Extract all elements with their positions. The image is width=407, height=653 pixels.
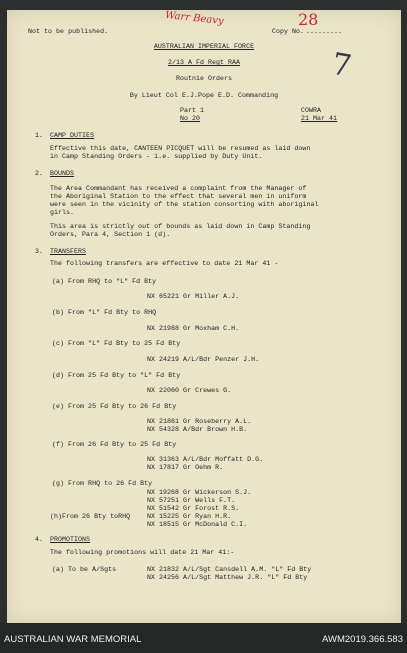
section-number: 3.: [35, 248, 44, 255]
section-text: in Camp Standing Orders - i.e. supplied by Duty Unit.: [50, 153, 263, 160]
transfer-entry: NX 31363 A/L/Bdr Moffatt D.G.: [147, 456, 264, 463]
archive-footer: [0, 623, 407, 653]
footer-institution: AUSTRALIAN WAR MEMORIAL: [4, 634, 142, 645]
transfer-heading: (a) From RHQ to "L" Fd Bty: [52, 278, 157, 285]
force-title: AUSTRALIAN IMPERIAL FORCE: [153, 43, 255, 50]
regiment-title: 2/13 A Fd Regt RAA: [167, 59, 241, 66]
commanding-line: By Lieut Col E.J.Pope E.D. Commanding: [129, 92, 279, 99]
promotion-entry: NX 24256 A/L/Sgt Matthew J.R. "L" Fd Bty: [147, 574, 308, 581]
handwritten-name: Warr Beavy: [164, 9, 225, 28]
transfer-entry: NX 57251 Gr Wells F.T.: [147, 497, 236, 504]
place: COWRA: [301, 107, 322, 114]
section-text: The Area Commandant has received a complaint from the Manager of: [50, 185, 307, 192]
section-text: The following transfers are effective to date 21 Mar 41 -: [50, 260, 279, 267]
transfer-heading: (d) From 25 Fd Bty to "L" Fd Bty: [52, 372, 181, 379]
transfer-heading: (f) From 26 Fd Bty to 25 Fd Bty: [52, 441, 177, 448]
section-text: the Aboriginal Station to the effect that several men in uniform: [50, 193, 307, 200]
transfer-entry: NX 51542 Gr Forost R.S.: [147, 505, 240, 512]
section-text: Orders, Para 4, Section 1 (d).: [50, 231, 171, 238]
section-text: This area is strictly out of bounds as laid down in Camp Standing: [50, 223, 311, 230]
handwritten-copy-number: 28: [298, 10, 319, 29]
handwritten-mark: 7: [329, 46, 354, 85]
part-label: Part 1: [180, 107, 205, 114]
transfer-heading: (h)From 26 Bty toRHQ: [50, 513, 131, 520]
section-heading: CAMP DUTIES: [50, 132, 95, 139]
transfer-heading: (b) From "L" Fd Bty to RHQ: [52, 309, 157, 316]
transfer-entry: NX 18515 Gr McDonald C.I.: [147, 521, 248, 528]
section-text: girls.: [50, 209, 75, 216]
section-number: 1.: [35, 132, 44, 139]
section-heading: PROMOTIONS: [50, 536, 91, 543]
section-number: 2.: [35, 170, 44, 177]
transfer-heading: (g) From RHQ to 26 Fd Bty: [52, 480, 153, 487]
section-text: were seen in the vicinity of the station consorting with aboriginal: [50, 201, 319, 208]
section-text: Effective this date, CANTEEN PICQUET will be resumed as laid down: [50, 145, 311, 152]
section-heading: BOUNDS: [50, 170, 75, 177]
transfer-entry: NX 17817 Gr Oehm R.: [147, 464, 224, 471]
not-published-notice: Not to be published.: [28, 28, 109, 35]
order-date: 21 Mar 41: [301, 115, 338, 122]
transfer-heading: (e) From 25 Fd Bty to 26 Fd Bty: [52, 403, 177, 410]
copy-number-dots: .........: [306, 28, 343, 35]
order-number: No 20: [180, 115, 201, 122]
transfer-entry: NX 21988 Gr Moxham C.H.: [147, 325, 240, 332]
transfer-entry: NX 15225 Gr Ryan H.R.: [147, 513, 232, 520]
section-number: 4.: [35, 536, 44, 543]
promotion-entry: NX 21832 A/L/Sgt Cansdell A.M. "L" Fd Bty: [147, 566, 312, 573]
document-page: [7, 10, 401, 623]
transfer-entry: NX 22060 Gr Crewes G.: [147, 387, 232, 394]
orders-title: Routnie Orders: [175, 75, 233, 82]
copy-number-label: Copy No.: [272, 28, 305, 35]
footer-catalogue-id: AWM2019.366.583: [322, 634, 403, 645]
section-text: The following promotions will date 21 Mar 41:-: [50, 549, 235, 556]
section-heading: TRANSFERS: [50, 248, 87, 255]
transfer-entry: NX 24219 A/L/Bdr Penzer J.H.: [147, 356, 260, 363]
transfer-entry: NX 19268 Gr Wickerson S.J.: [147, 489, 252, 496]
transfer-heading: (c) From "L" Fd Bty to 25 Fd Bty: [52, 340, 181, 347]
transfer-entry: NX 65221 Gr Miller A.J.: [147, 293, 240, 300]
promotion-heading: (a) To be A/Sgts: [52, 566, 117, 573]
transfer-entry: NX 21861 Gr Roseberry A.L.: [147, 418, 252, 425]
transfer-entry: NX 54328 A/Bdr Brown H.B.: [147, 426, 248, 433]
